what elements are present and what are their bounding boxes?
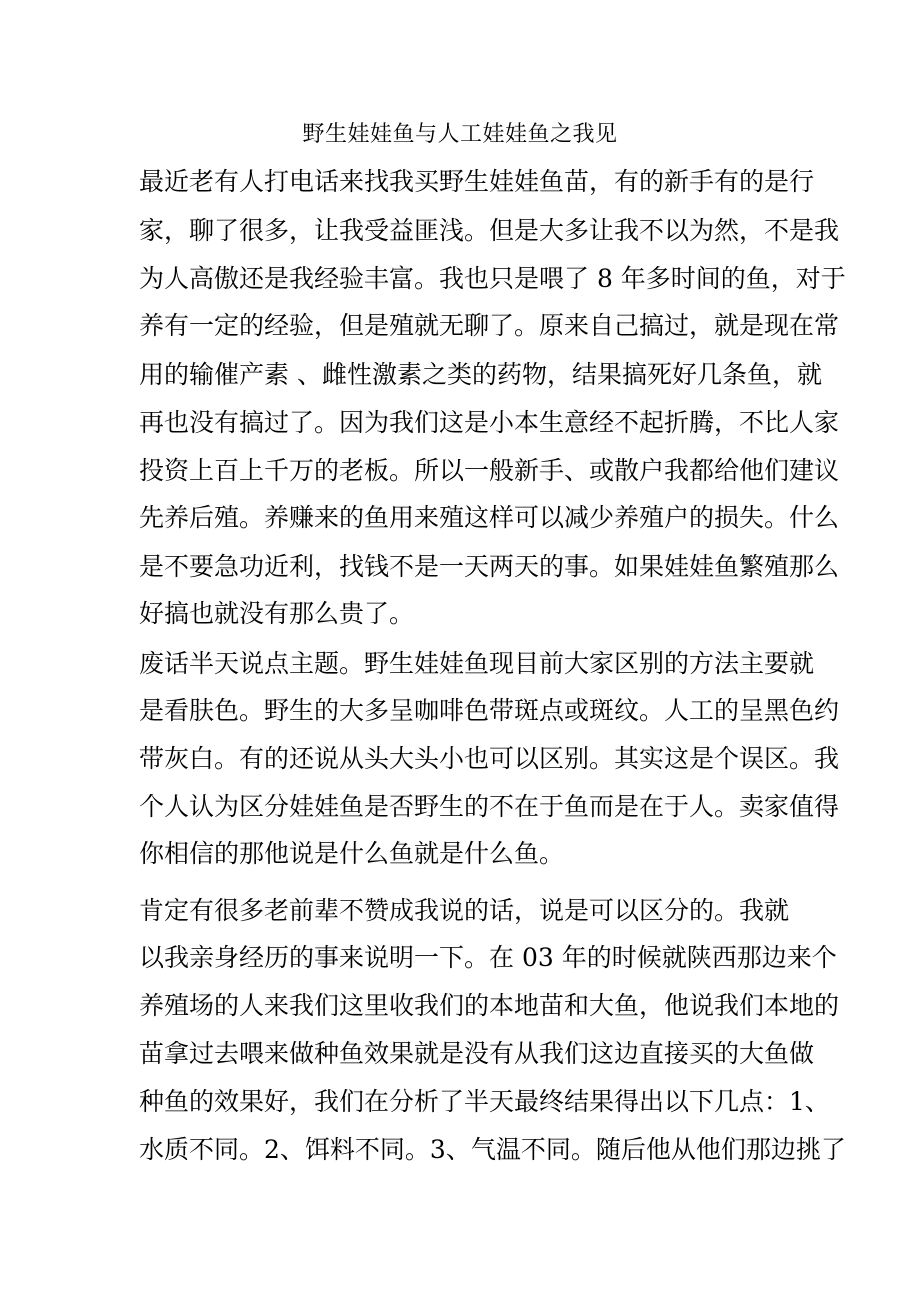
document-title: 野生娃娃鱼与人工娃娃鱼之我见 bbox=[302, 122, 618, 147]
body-line: 家，聊了很多，让我受益匪浅。但是大多让我不以为然，不是我 bbox=[139, 216, 840, 245]
body-line: 肯定有很多老前辈不赞成我说的话，说是可以区分的。我就 bbox=[139, 896, 790, 925]
body-line: 个人认为区分娃娃鱼是否野生的不在于鱼而是在于人。卖家值得 bbox=[139, 792, 840, 821]
body-line: 投资上百上千万的老板。所以一般新手、或散户我都给他们建议 bbox=[139, 456, 840, 485]
body-line: 水质不同。2、饵料不同。3、气温不同。随后他从他们那边挑了 bbox=[139, 1135, 846, 1164]
body-line: 用的输催产素 、雌性激素之类的药物，结果搞死好几条鱼，就 bbox=[139, 360, 822, 389]
body-line: 废话半天说点主题。野生娃娃鱼现目前大家区别的方法主要就 bbox=[139, 649, 815, 678]
body-line: 养有一定的经验，但是殖就无聊了。原来自己搞过，就是现在常 bbox=[139, 311, 840, 340]
body-line: 你相信的那他说是什么鱼就是什么鱼。 bbox=[139, 839, 565, 868]
body-line: 为人高傲还是我经验丰富。我也只是喂了 8 年多时间的鱼，对于 bbox=[139, 264, 846, 293]
body-line: 最近老有人打电话来找我买野生娃娃鱼苗，有的新手有的是行 bbox=[139, 167, 815, 196]
body-line: 是不要急功近利，找钱不是一天两天的事。如果娃娃鱼繁殖那么 bbox=[139, 552, 840, 581]
body-line: 养殖场的人来我们这里收我们的本地苗和大鱼，他说我们本地的 bbox=[139, 991, 840, 1020]
body-line: 再也没有搞过了。因为我们这是小本生意经不起折腾，不比人家 bbox=[139, 408, 840, 437]
body-line: 好搞也就没有那么贵了。 bbox=[139, 599, 415, 628]
body-line: 带灰白。有的还说从头大头小也可以区别。其实这是个误区。我 bbox=[139, 744, 840, 773]
body-line: 苗拿过去喂来做种鱼效果就是没有从我们这边直接买的大鱼做 bbox=[139, 1039, 815, 1068]
body-line: 先养后殖。养赚来的鱼用来殖这样可以减少养殖户的损失。什么 bbox=[139, 503, 840, 532]
body-line: 以我亲身经历的事来说明一下。在 03 年的时候就陕西那边来个 bbox=[139, 943, 837, 972]
body-line: 是看肤色。野生的大多呈咖啡色带斑点或斑纹。人工的呈黑色约 bbox=[139, 696, 840, 725]
body-line: 种鱼的效果好，我们在分析了半天最终结果得出以下几点：1、 bbox=[139, 1087, 830, 1116]
